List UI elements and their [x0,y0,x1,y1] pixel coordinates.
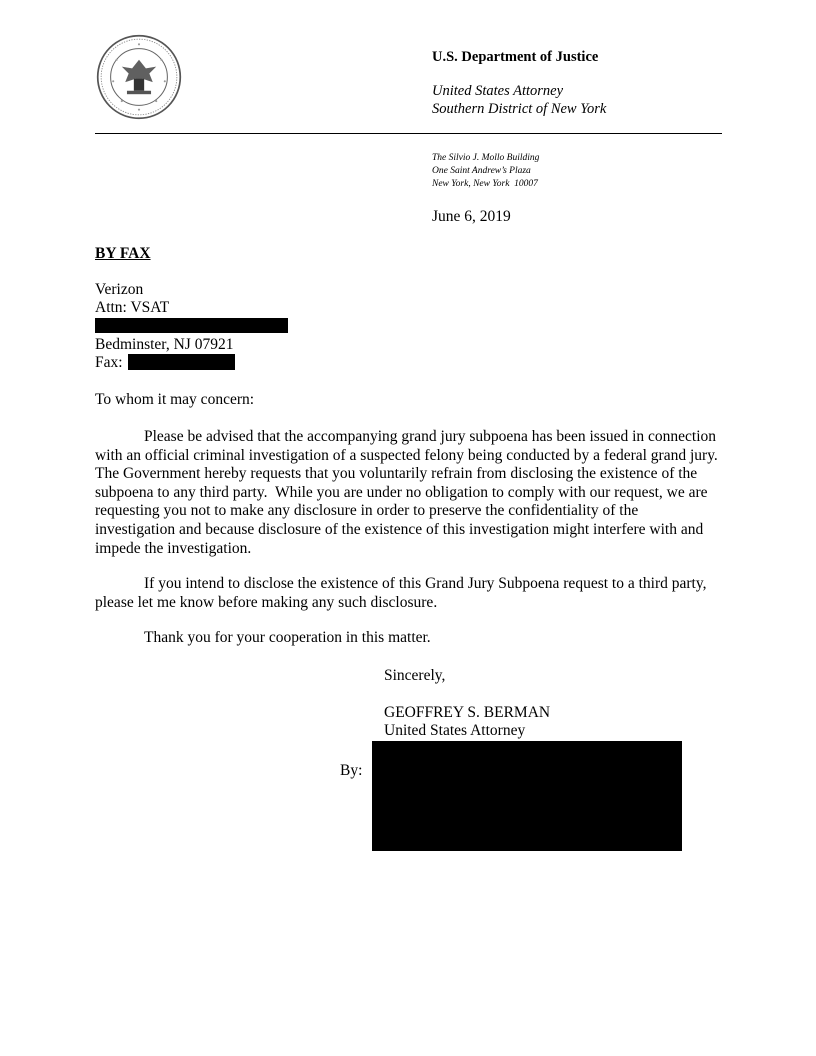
address-street: One Saint Andrew’s Plaza [432,166,531,176]
recipient-attn: Attn: VSAT [95,299,170,316]
header-rule [95,133,722,134]
paragraph-3 [95,629,720,648]
delivery-method-text: BY FAX [95,245,151,262]
paragraph-1 [95,428,726,558]
letter-date: June 6, 2019 [432,208,511,225]
redaction-fax-number [128,354,235,370]
signer-name: GEOFFREY S. BERMAN [384,704,551,721]
paragraph-2-text: If you intend to disclose the existence of this Grand Jury Subpoena request to a third party, please let me know before making any such disclosure. [95,575,711,611]
signer-title: United States Attorney [384,722,526,739]
redaction-signature [372,741,682,851]
recipient-fax-label: Fax: [95,354,123,371]
paragraph-1-text: Please be advised that the accompanying grand jury subpoena has been issued in connection with an official criminal investigation of a suspected felony being conducted by a federal grand jury. The Government hereby requests that you voluntarily refrain from disclosing the existence of the subpoena to any third party. While you are under no obligation to comply with our request, we are requesting you not to make any disclosure in order to preserve the confidentiality of the investigation and because disclosure of the existence of this investigation might interfere with and impede the investigation. [95,428,726,557]
redaction-street-address [95,318,288,333]
office-line-1: United States Attorney [432,83,564,99]
office-line-2: Southern District of New York [432,101,607,117]
address-city: New York, New York 10007 [432,179,538,189]
doj-seal-icon [96,34,182,120]
address-building: The Silvio J. Mollo Building [432,153,540,163]
by-label: By: [340,762,363,779]
paragraph-2 [95,575,720,612]
recipient-company: Verizon [95,281,144,298]
department-name: U.S. Department of Justice [432,49,599,65]
paragraph-3-text: Thank you for your cooperation in this matter. [144,629,431,646]
recipient-city-state: Bedminster, NJ 07921 [95,336,234,353]
valediction: Sincerely, [384,667,446,684]
delivery-method [95,245,151,264]
salutation: To whom it may concern: [95,391,255,408]
